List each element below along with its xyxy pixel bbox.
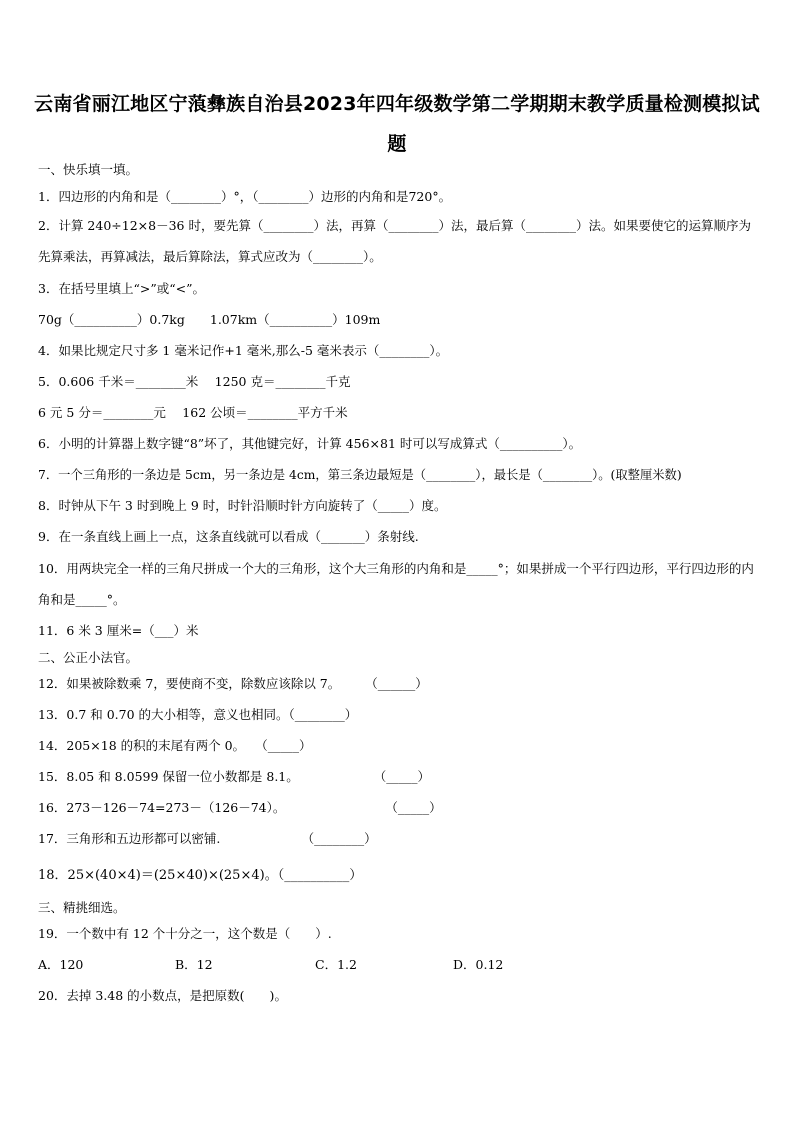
question-3-comparisons: 70g（__________）0.7kg 1.07km（__________）109m bbox=[38, 312, 381, 327]
option-b: B．12 bbox=[175, 957, 213, 972]
option-c: C．1.2 bbox=[315, 957, 357, 972]
question-9: 9．在一条直线上画上一点，这条直线就可以看成（_______）条射线. bbox=[38, 529, 419, 544]
option-a: A．120 bbox=[38, 957, 84, 972]
question-14: 14．205×18 的积的末尾有两个 0。 （_____） bbox=[38, 738, 312, 753]
question-5-line-1: 5．0.606 千米＝________米 1250 克＝________千克 bbox=[38, 374, 351, 389]
question-8: 8．时钟从下午 3 时到晚上 9 时，时针沿顺时针方向旋转了（_____）度。 bbox=[38, 498, 447, 513]
question-6: 6．小明的计算器上数字键“8”坏了，其他键完好，计算 456×81 时可以写成算式（__________）。 bbox=[38, 436, 582, 451]
question-20: 20．去掉 3.48 的小数点，是把原数( )。 bbox=[38, 988, 287, 1003]
section-heading-2: 二、公正小法官。 bbox=[38, 650, 139, 665]
question-7: 7．一个三角形的一条边是 5cm，另一条边是 4cm，第三条边最短是（________），最长是（________）。(取整厘米数) bbox=[38, 468, 682, 482]
section-heading-3: 三、精挑细选。 bbox=[38, 900, 126, 915]
question-19-options bbox=[38, 955, 760, 975]
option-d: D．0.12 bbox=[453, 957, 504, 972]
question-19: 19．一个数中有 12 个十分之一，这个数是（ ）. bbox=[38, 926, 332, 941]
question-4: 4．如果比规定尺寸多 1 毫米记作+1 毫米,那么-5 毫米表示（________）。 bbox=[38, 343, 449, 358]
question-18: 18．25×(40×4)＝(25×40)×(25×4)。（__________） bbox=[38, 868, 363, 883]
question-5-line-2: 6 元 5 分＝________元 162 公顷＝________平方千米 bbox=[38, 405, 348, 420]
question-15: 15．8.05 和 8.0599 保留一位小数都是 8.1。 （_____） bbox=[38, 769, 430, 784]
question-13: 13．0.7 和 0.70 的大小相等，意义也相同。（________） bbox=[38, 707, 358, 722]
question-2: 2．计算 240÷12×8－36 时，要先算（________）法，再算（________）法，最后算（________）法。如果要使它的运算顺序为先算乘法，再算减法，最后算除法，算式应改为（________）。 bbox=[38, 218, 751, 264]
question-17: 17．三角形和五边形都可以密铺. （________） bbox=[38, 831, 377, 846]
section-heading-1: 一、快乐填一填。 bbox=[38, 162, 139, 177]
question-3: 3．在括号里填上“>”或“<”。 bbox=[38, 281, 205, 296]
question-16: 16．273－126－74=273－（126－74）。 （_____） bbox=[38, 800, 442, 815]
question-11: 11．6 米 3 厘米=（___）米 bbox=[38, 623, 199, 638]
page-title: 云南省丽江地区宁蒗彝族自治县2023年四年级数学第二学期期末教学质量检测模拟试题 bbox=[34, 93, 760, 155]
question-1: 1．四边形的内角和是（________）°，（________）边形的内角和是720°。 bbox=[38, 189, 452, 204]
question-12: 12．如果被除数乘 7，要使商不变，除数应该除以 7。 （______） bbox=[38, 676, 428, 691]
question-10: 10．用两块完全一样的三角尺拼成一个大的三角形，这个大三角形的内角和是_____°；如果拼成一个平行四边形，平行四边形的内角和是_____°。 bbox=[38, 561, 754, 607]
